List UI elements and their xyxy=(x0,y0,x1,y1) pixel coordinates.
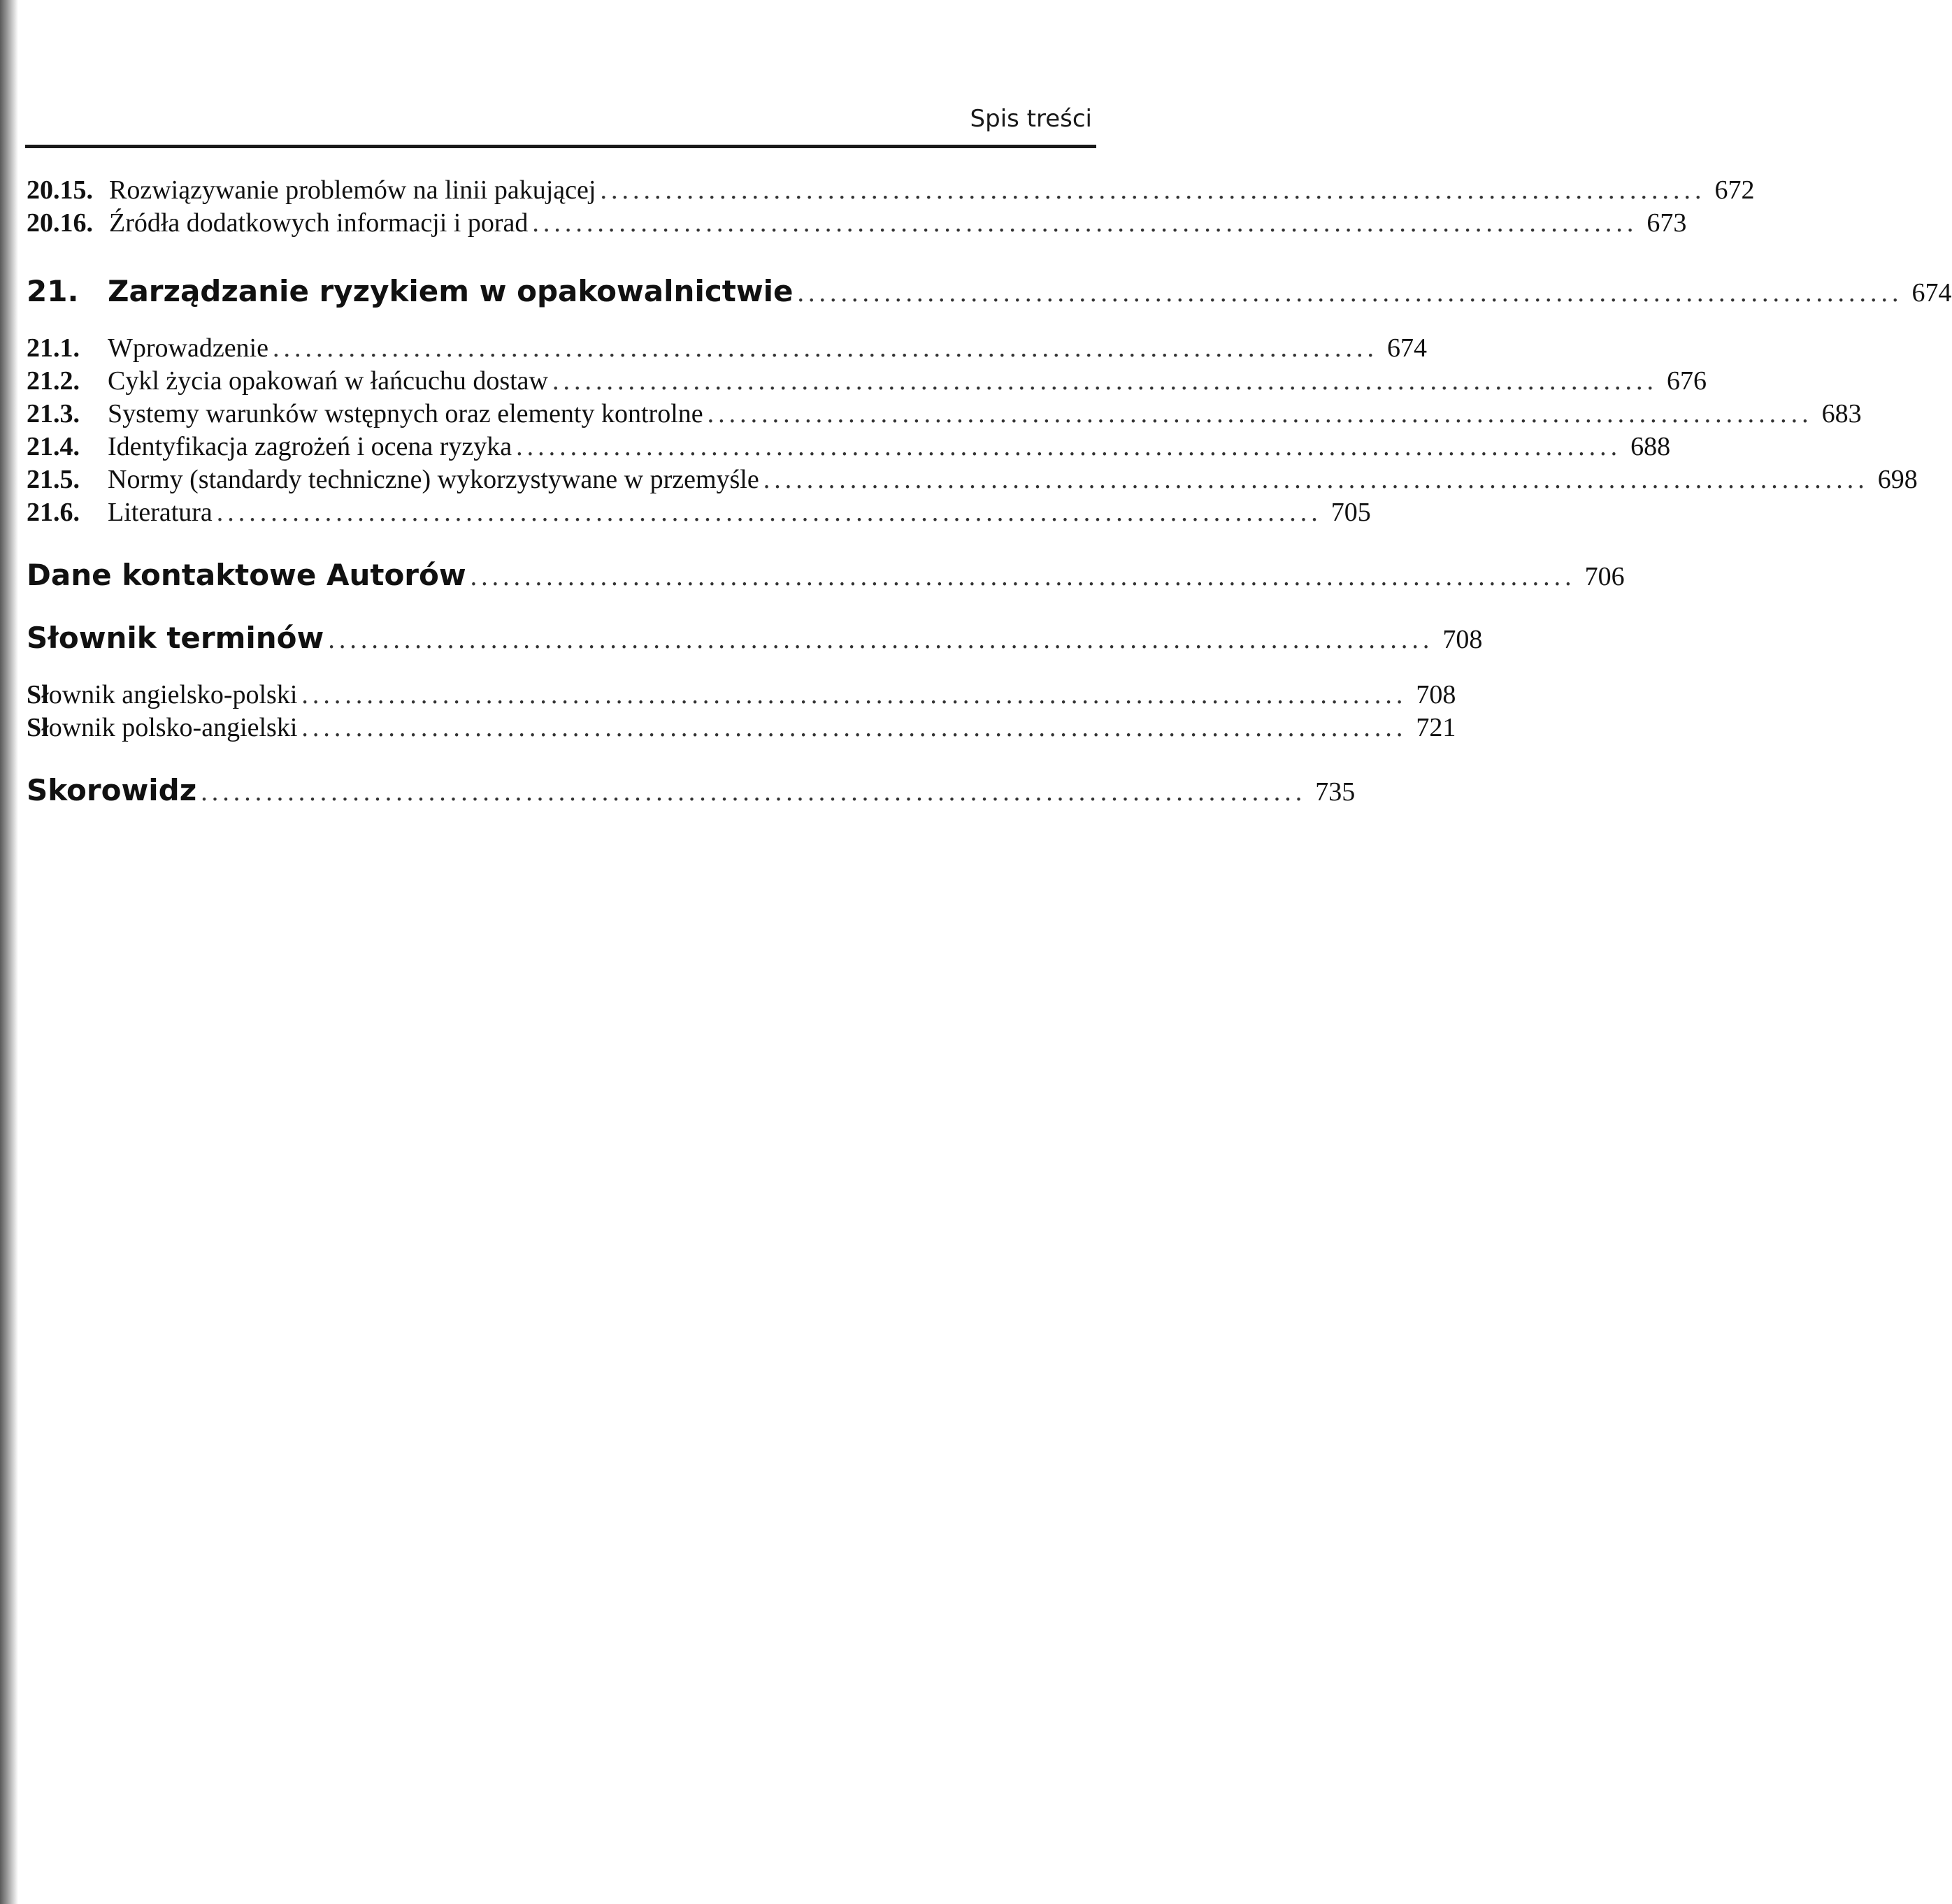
toc-chapter-page: 674 xyxy=(1911,278,1952,308)
dot-leader: ...................................................................................................... xyxy=(216,498,1322,527)
toc-entry-page: 708 xyxy=(1416,680,1456,709)
toc-section-title: Skorowidz xyxy=(27,773,197,807)
toc-entry-page: 705 xyxy=(1330,498,1371,527)
toc-chapter-number: 21. xyxy=(27,274,79,308)
dot-leader: ...................................................................................................... xyxy=(600,175,1706,205)
title-rest: ownik polsko-angielski xyxy=(48,713,298,742)
toc-entry-title: Wprowadzenie xyxy=(108,333,268,363)
toc-entry-number: 21.4. xyxy=(27,432,80,461)
toc-entry-21-5[interactable] xyxy=(27,464,1918,497)
toc-entry-title xyxy=(27,712,297,743)
toc-section-page: 735 xyxy=(1315,777,1356,807)
toc-entry-page: 674 xyxy=(1387,333,1427,363)
toc-entry-21-4[interactable] xyxy=(27,431,1671,464)
dot-leader: ...................................................................................................... xyxy=(328,625,1434,654)
toc-entry-page: 698 xyxy=(1877,465,1918,494)
toc-entry-title: Rozwiązywanie problemów na linii pakującej xyxy=(109,175,596,205)
toc-entry-21-6[interactable] xyxy=(27,497,1371,530)
toc-entry-page: 672 xyxy=(1714,175,1755,205)
toc-entry-page: 676 xyxy=(1667,366,1707,396)
dot-leader: ...................................................................................................... xyxy=(552,366,1658,396)
toc-entry-page: 721 xyxy=(1416,713,1456,742)
dot-leader: ...................................................................................................... xyxy=(707,399,1813,428)
toc-section-title: Dane kontaktowe Autorów xyxy=(27,558,466,592)
title-bold-prefix: Sł xyxy=(27,713,49,742)
toc-entry-number: 21.6. xyxy=(27,498,80,527)
toc-glossary[interactable] xyxy=(27,621,1483,663)
dot-leader: ...................................................................................................... xyxy=(763,465,1869,494)
toc-glossary-pl-en[interactable] xyxy=(27,712,1456,745)
toc-entry-20-15[interactable] xyxy=(27,175,1755,208)
toc-entry-title: Cykl życia opakowań w łańcuchu dostaw xyxy=(108,366,548,396)
running-head: Spis treści xyxy=(970,105,1092,133)
toc-entry-21-2[interactable] xyxy=(27,366,1707,398)
toc-glossary-en-pl[interactable] xyxy=(27,679,1456,712)
toc-entry-page: 673 xyxy=(1646,208,1687,238)
toc-entry-number: 20.15. xyxy=(27,175,93,205)
toc-chapter-21[interactable] xyxy=(27,274,1952,316)
dot-leader: ...................................................................................................... xyxy=(201,777,1307,807)
dot-leader: ...................................................................................................... xyxy=(301,680,1407,709)
toc-entry-title: Literatura xyxy=(108,498,213,527)
toc-index[interactable] xyxy=(27,773,1356,815)
table-of-contents xyxy=(27,175,1952,815)
toc-entry-number: 21.3. xyxy=(27,399,80,428)
toc-chapter-title: Zarządzanie ryzykiem w opakowalnictwie xyxy=(108,274,794,308)
toc-section-page: 708 xyxy=(1442,625,1483,654)
toc-entry-page: 683 xyxy=(1821,399,1862,428)
title-rest: ownik angielsko-polski xyxy=(48,680,298,709)
toc-entry-page: 688 xyxy=(1630,432,1671,461)
dot-leader: ...................................................................................................... xyxy=(301,713,1407,742)
toc-section-title: Słownik terminów xyxy=(27,621,324,655)
toc-entry-title: Systemy warunków wstępnych oraz elementy kontrolne xyxy=(108,399,703,428)
toc-entry-21-3[interactable] xyxy=(27,398,1862,431)
toc-entry-title: Identyfikacja zagrożeń i ocena ryzyka xyxy=(108,432,512,461)
toc-entry-title: Źródła dodatkowych informacji i porad xyxy=(109,208,529,238)
binding-shadow xyxy=(0,0,18,1904)
toc-entry-21-1[interactable] xyxy=(27,333,1427,366)
toc-section-page: 706 xyxy=(1584,562,1625,591)
toc-entry-number: 21.5. xyxy=(27,465,80,494)
dot-leader: ...................................................................................................... xyxy=(516,432,1622,461)
dot-leader: ...................................................................................................... xyxy=(532,208,1638,238)
dot-leader: ...................................................................................................... xyxy=(470,562,1576,591)
toc-authors-contact[interactable] xyxy=(27,558,1625,600)
toc-entry-title: Normy (standardy techniczne) wykorzystywane w przemyśle xyxy=(108,465,759,494)
dot-leader: ...................................................................................................... xyxy=(797,278,1903,308)
dot-leader: ...................................................................................................... xyxy=(273,333,1378,363)
toc-entry-title xyxy=(27,679,297,710)
toc-entry-number: 20.16. xyxy=(27,208,93,238)
toc-entry-20-16[interactable] xyxy=(27,208,1687,240)
toc-entry-number: 21.1. xyxy=(27,333,80,363)
toc-entry-number: 21.2. xyxy=(27,366,80,396)
header-rule xyxy=(25,145,1096,148)
title-bold-prefix: Sł xyxy=(27,680,49,709)
